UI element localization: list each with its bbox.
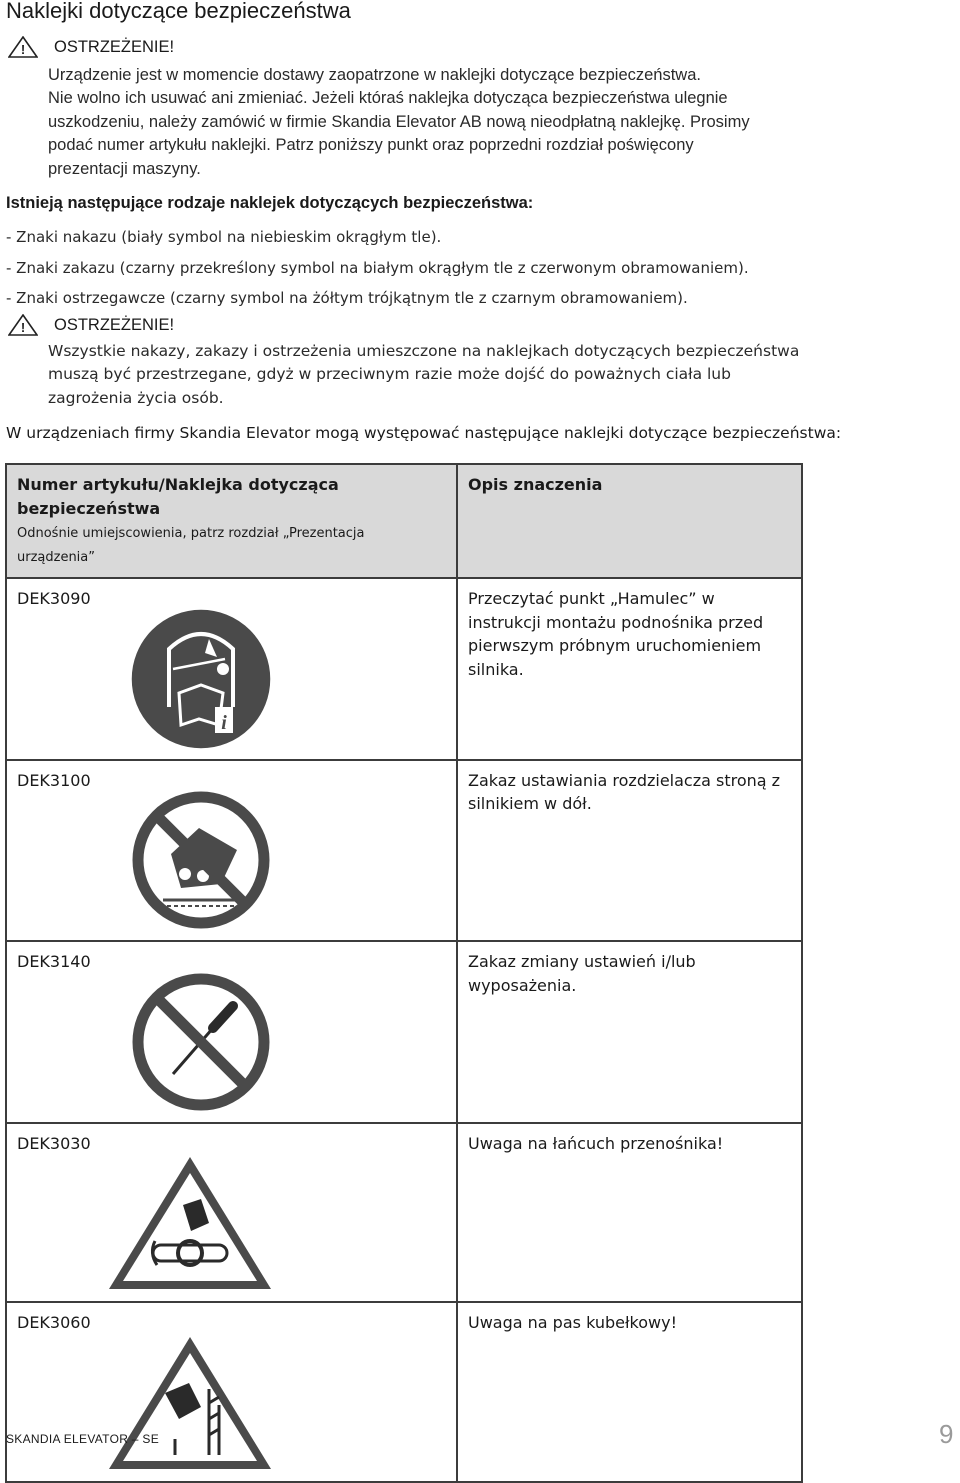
- svg-text:!: !: [20, 42, 26, 57]
- warning-triangle-icon: [8, 314, 38, 336]
- page-title: Naklejki dotyczące bezpieczeństwa: [6, 0, 351, 23]
- description-cell: Zakaz ustawiania rozdzielacza stroną z silnikiem w dół.: [457, 760, 802, 942]
- svg-text:!: !: [20, 320, 26, 335]
- article-code: DEK3100: [17, 770, 91, 790]
- table-row: [6, 1123, 802, 1303]
- intro-text: W urządzeniach firmy Skandia Elevator mogą występować następujące naklejki dotyczące bezpieczeństwa:: [6, 424, 842, 442]
- table-header-row: [6, 464, 802, 578]
- warning-line: Wszystkie nakazy, zakazy i ostrzeżenia umieszczone na naklejkach dotyczących bezpieczeństwa: [48, 342, 800, 360]
- code-cell: [6, 941, 457, 1123]
- warning-label: OSTRZEŻENIE!: [54, 37, 175, 56]
- warning-label: OSTRZEŻENIE!: [54, 315, 175, 334]
- column-header-description: Opis znaczenia: [468, 475, 603, 494]
- warning-triangle-icon: [8, 36, 38, 58]
- description-cell: Uwaga na łańcuch przenośnika!: [457, 1123, 802, 1303]
- chain-conveyor-warning-icon: [105, 1153, 275, 1293]
- article-code: DEK3060: [17, 1313, 91, 1332]
- signs-table: [5, 463, 803, 1483]
- code-cell: [6, 1302, 457, 1482]
- warning-line: prezentacji maszyny.: [48, 159, 201, 178]
- warning-text: [48, 340, 799, 410]
- warning-line: muszą być przestrzegane, gdyż w przeciwnym razie może dojść do poważnych ciała lub: [48, 365, 731, 384]
- list-item: - Znaki zakazu (czarny przekreślony symbol na białym okrągłym tle z czerwonym obramowaniem).: [6, 258, 749, 277]
- description-cell: Przeczytać punkt „Hamulec” w instrukcji montażu podnośnika przed pierwszym próbnym uruchomieniem silnika.: [457, 578, 802, 760]
- warning-line: zagrożenia życia osób.: [48, 388, 224, 407]
- svg-text:i: i: [221, 711, 227, 734]
- bucket-belt-warning-icon: [105, 1333, 275, 1473]
- page-number: 9: [939, 1419, 954, 1449]
- description-cell: Uwaga na pas kubełkowy!: [457, 1302, 802, 1482]
- table-header-cell: [457, 464, 802, 578]
- table-row: [6, 760, 802, 942]
- article-code: DEK3090: [17, 589, 91, 608]
- table-row: [6, 1302, 802, 1482]
- no-motor-down-sign-icon: [129, 788, 273, 932]
- column-header-note: Odnośnie umiejscowienia, patrz rozdział „Prezentacja urządzenia”: [17, 526, 365, 565]
- warning-line: Urządzenie jest w momencie dostawy zaopatrzone w naklejki dotyczące bezpieczeństwa.: [48, 66, 701, 84]
- table-row: [6, 578, 802, 760]
- description-cell: Zakaz zmiany ustawień i/lub wyposażenia.: [457, 941, 802, 1123]
- list-item: - Znaki nakazu (biały symbol na niebieskim okrągłym tle).: [6, 228, 442, 246]
- article-code: DEK3030: [17, 1133, 91, 1153]
- code-cell: [6, 578, 457, 760]
- types-list: [6, 222, 749, 314]
- code-cell: [6, 1123, 457, 1303]
- list-item: - Znaki ostrzegawcze (czarny symbol na żółtym trójkątnym tle z czarnym obramowaniem).: [6, 289, 688, 307]
- warning-line: podać numer artykułu naklejki. Patrz poniższy punkt oraz poprzedni rozdział poświęcony: [48, 136, 694, 155]
- table-row: [6, 941, 802, 1123]
- warning-line: uszkodzeniu, należy zamówić w firmie Skandia Elevator AB nową nieodpłatną naklejkę. Prosimy: [48, 112, 750, 131]
- code-cell: [6, 760, 457, 942]
- warning-heading: [8, 36, 174, 58]
- no-screwdriver-sign-icon: [129, 970, 273, 1114]
- footer-brand: SKANDIA ELEVATOR – SE: [6, 1432, 160, 1446]
- article-code: DEK3140: [17, 952, 91, 971]
- warning-text: [48, 64, 750, 181]
- read-manual-sign-icon: [129, 607, 273, 751]
- warning-line: Nie wolno ich usuwać ani zmieniać. Jeżeli któraś naklejka dotycząca bezpieczeństwa ulegnie: [48, 89, 728, 108]
- table-header-cell: [6, 464, 457, 578]
- warning-heading: [8, 314, 174, 336]
- types-heading: Istnieją następujące rodzaje naklejek dotyczących bezpieczeństwa:: [6, 194, 534, 212]
- column-header-article: Numer artykułu/Naklejka dotycząca bezpieczeństwa: [17, 475, 339, 518]
